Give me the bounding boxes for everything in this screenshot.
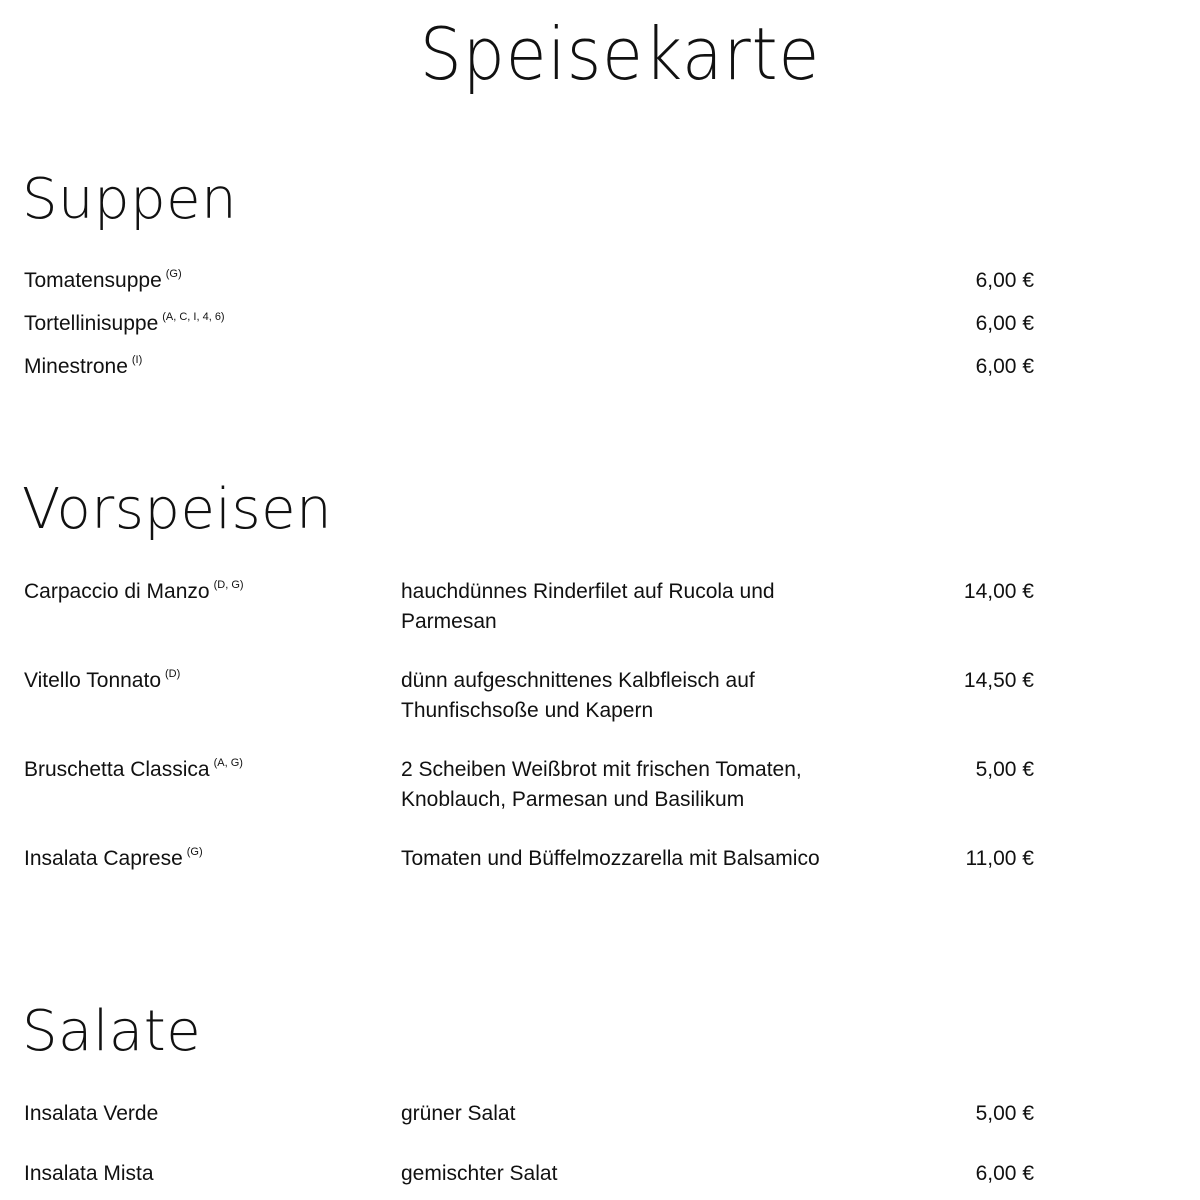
page-title: Speisekarte [419,12,821,96]
item-name: Vitello Tonnato $^{(D)}$ [24,668,181,692]
section-heading-suppen: Suppen [22,167,238,232]
item-description: 2 Scheiben Weißbrot mit frischen Tomaten, Knoblauch, Parmesan und Basilikum [401,758,802,811]
item-name: Carpaccio di Manzo $^{(D, G)}$ [24,579,244,603]
allergen-codes: (I) [131,354,143,366]
allergen-codes: (G) [186,846,203,858]
item-name: Tortellinisuppe $^{(A, C, I, 4, 6)}$ [24,311,225,335]
item-price: 6,00 € [975,312,1034,335]
item-name: Insalata Mista [24,1162,154,1185]
allergen-codes: (D, G) [213,579,244,591]
item-description: hauchdünnes Rinderfilet auf Rucola und Parmesan [401,580,775,633]
item-description: gemischter Salat [401,1162,558,1185]
item-price: 14,50 € [963,669,1034,692]
item-price: 14,00 € [963,580,1034,603]
section-heading-vorspeisen: Vorspeisen [22,477,333,542]
item-price: 5,00 € [975,758,1034,781]
allergen-codes: (A, G) [213,757,243,769]
item-price: 5,00 € [975,1102,1034,1125]
item-description: Tomaten und Büffelmozzarella mit Balsamico [401,847,820,870]
item-price: 11,00 € [965,847,1034,870]
item-description: grüner Salat [401,1102,516,1125]
item-name: Insalata Caprese $^{(G)}$ [24,846,203,870]
item-name: Bruschetta Classica $^{(A, G)}$ [24,757,243,781]
item-name: Tomatensuppe $^{(G)}$ [24,268,182,292]
item-price: 6,00 € [975,1162,1034,1185]
section-heading-salate: Salate [22,999,202,1064]
allergen-codes: (G) [165,268,182,280]
item-description: dünn aufgeschnittenes Kalbfleisch auf Thunfischsoße und Kapern [401,669,755,722]
allergen-codes: (D) [165,668,181,680]
item-name: Insalata Verde [24,1102,159,1125]
item-price: 6,00 € [975,355,1034,378]
item-price: 6,00 € [975,269,1034,292]
allergen-codes: (A, C, I, 4, 6) [162,311,225,323]
item-name: Minestrone $^{(I)}$ [24,354,143,378]
